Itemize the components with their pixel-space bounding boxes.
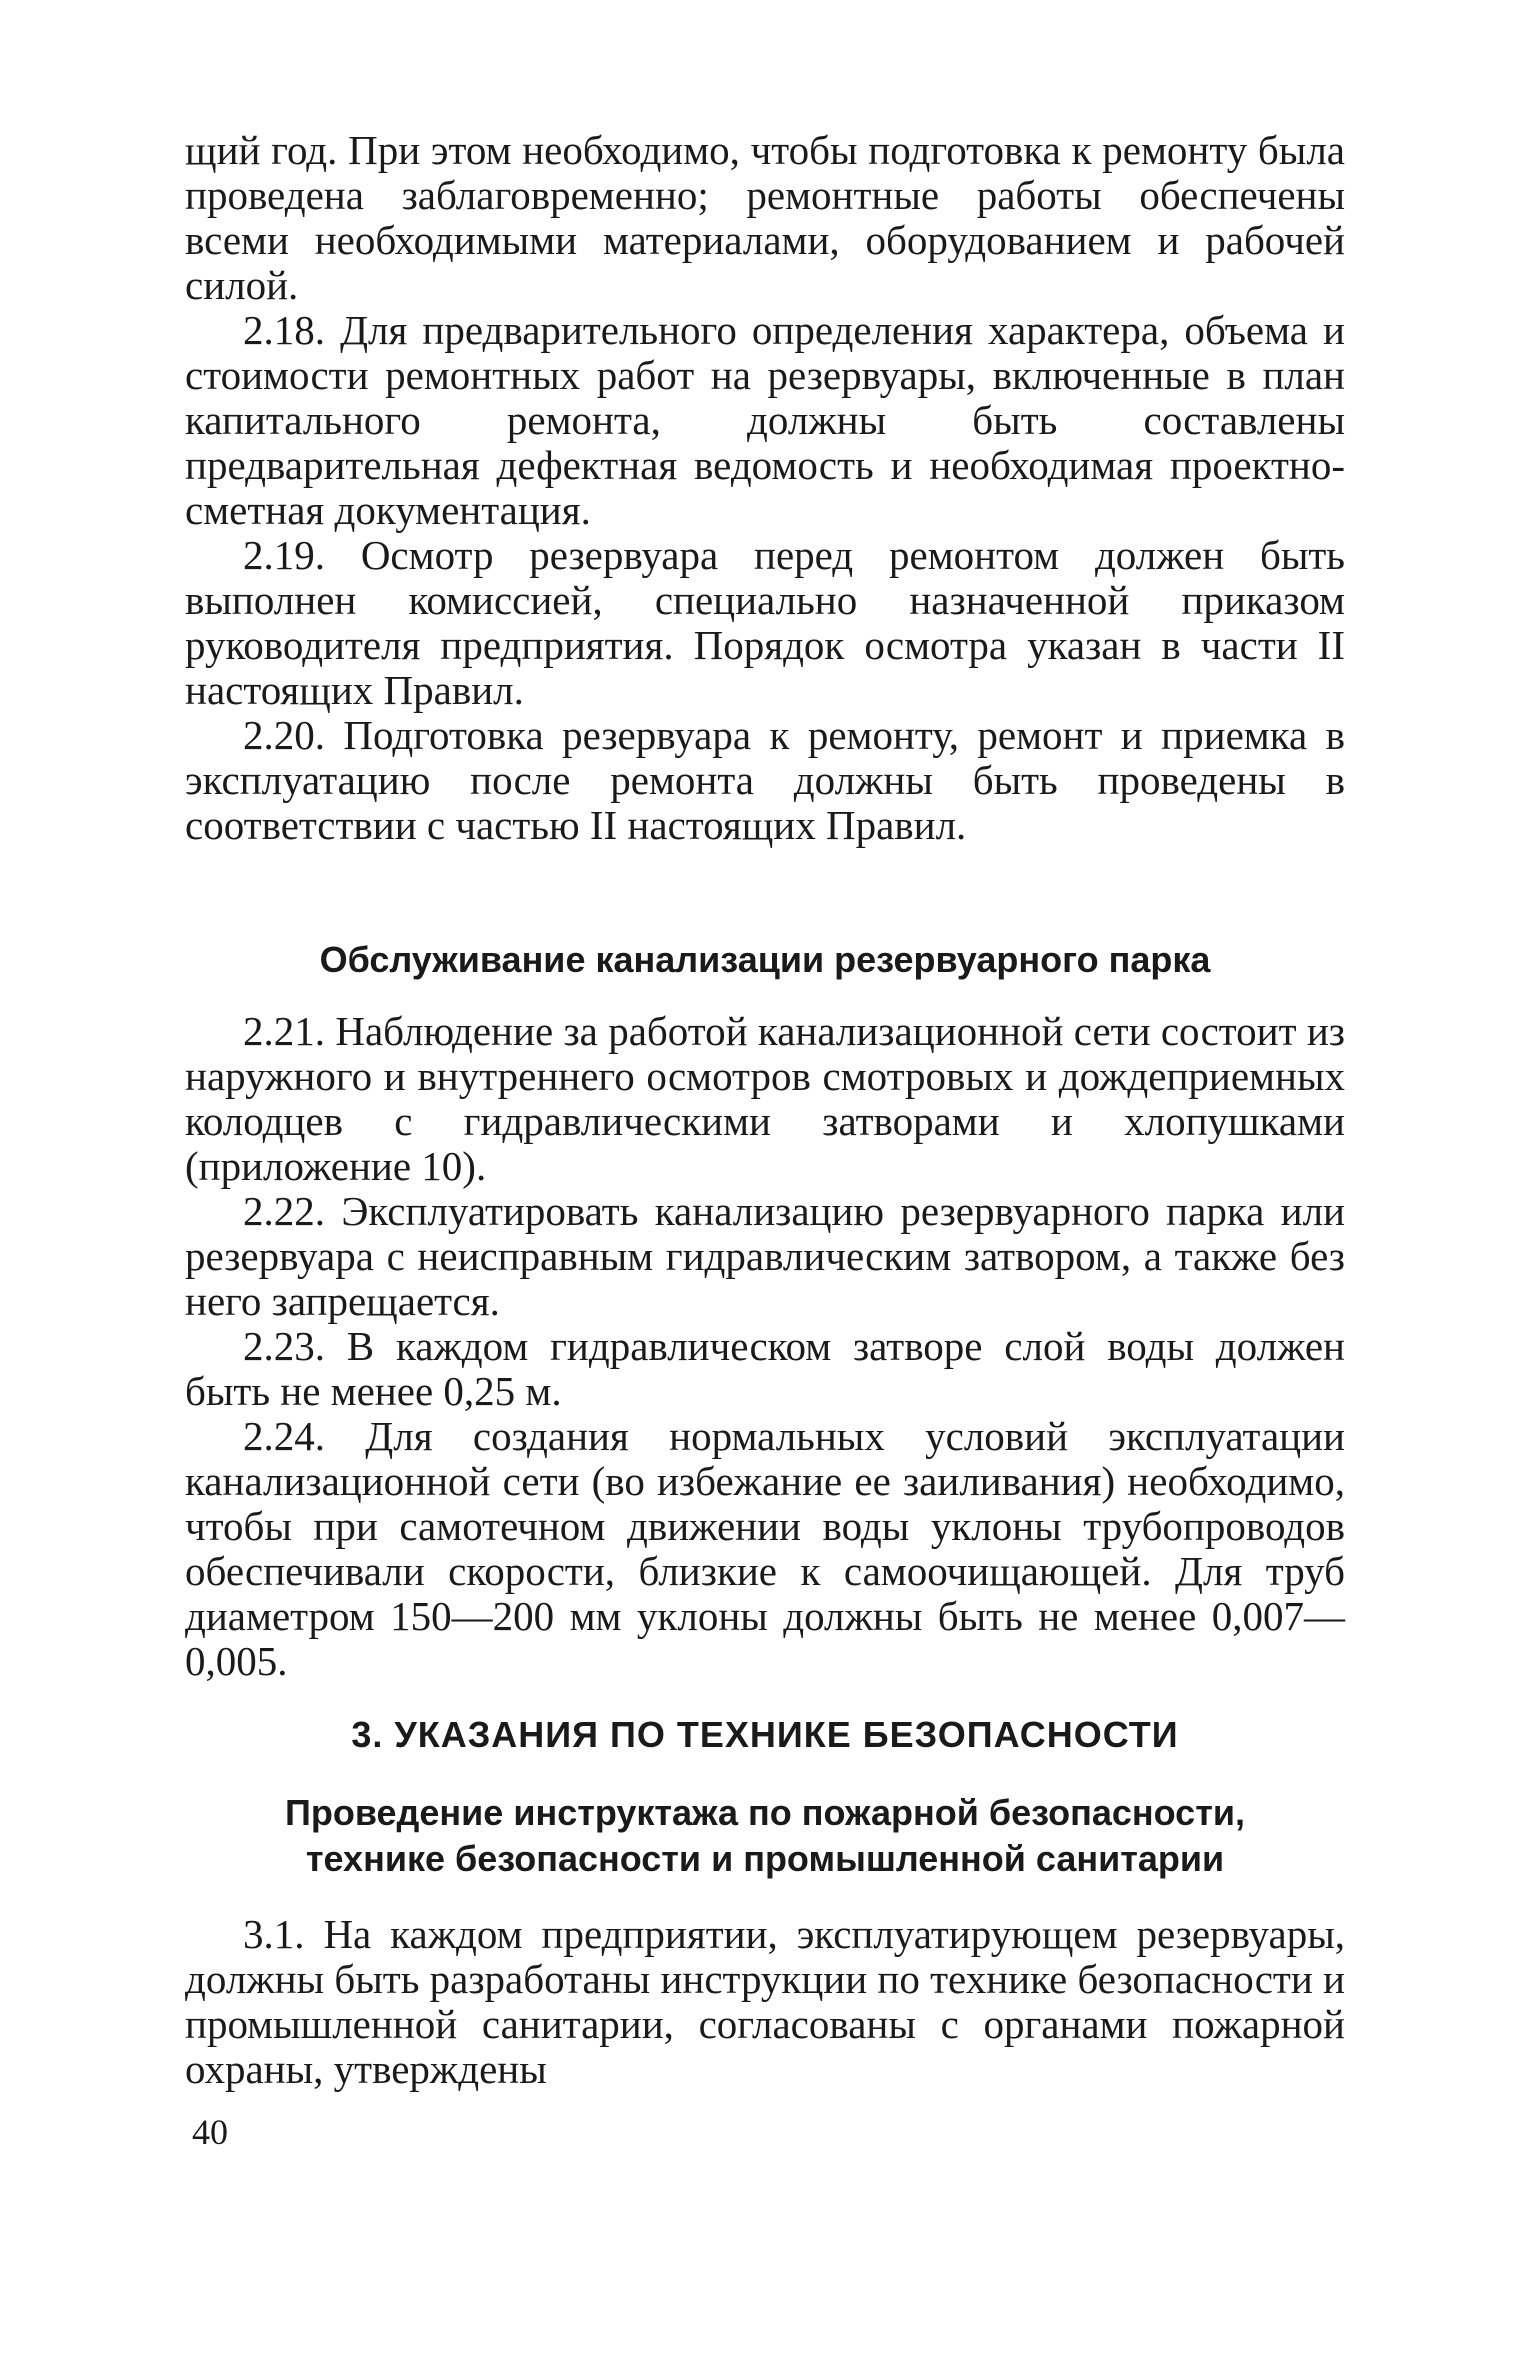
paragraph-2-22: 2.22. Эксплуатировать канализацию резервуарного парка или резервуара с неисправным гидравлическим затвором, а также без него запрещается.: [185, 1188, 1345, 1324]
page-number: 40: [192, 2112, 228, 2152]
paragraph-2-21: 2.21. Наблюдение за работой канализационной сети состоит из наружного и внутреннего осмотров смотровых и дождеприемных колодцев с гидравлическими затворами и хлопушками (приложение 10).: [185, 1008, 1345, 1189]
paragraph-continuation: щий год. При этом необходимо, чтобы подготовка к ремонту была проведена заблаговременно; ремонтные работы обеспечены всеми необходимыми материалами, оборудованием и рабочей силой.: [185, 127, 1345, 308]
heading-sewer-maintenance: Обслуживание канализации резервуарного парка: [319, 939, 1211, 980]
paragraph-2-24: 2.24. Для создания нормальных условий эксплуатации канализационной сети (во избежание ее заиливания) необходимо, чтобы при самотечном движении воды уклоны трубопроводов обеспечивали скорости, близкие к самоочищающей. Для труб диаметром 150—200 мм уклоны должны быть не менее 0,007—0,005.: [185, 1413, 1345, 1684]
paragraph-2-23: 2.23. В каждом гидравлическом затворе слой воды должен быть не менее 0,25 м.: [185, 1323, 1345, 1414]
subheading-line-1: Проведение инструктажа по пожарной безопасности,: [285, 1792, 1245, 1833]
paragraph-2-19: 2.19. Осмотр резервуара перед ремонтом должен быть выполнен комиссией, специально назначенной приказом руководителя предприятия. Порядок осмотра указан в части II настоящих Правил.: [185, 532, 1345, 713]
text-block-repairs: [185, 128, 1345, 848]
paragraph-2-20: 2.20. Подготовка резервуара к ремонту, ремонт и приемка в эксплуатацию после ремонта должны быть проведены в соответствии с частью II настоящих Правил.: [185, 712, 1345, 848]
text-block-safety: [185, 1912, 1345, 2092]
subheading-line-2: технике безопасности и промышленной санитарии: [305, 1838, 1225, 1879]
paragraph-3-1: 3.1. На каждом предприятии, эксплуатирующем резервуары, должны быть разработаны инструкции по технике безопасности и промышленной санитарии, согласованы с органами пожарной охраны, утверждены: [185, 1911, 1345, 2092]
paragraph-2-18: 2.18. Для предварительного определения характера, объема и стоимости ремонтных работ на резервуары, включенные в план капитального ремонта, должны быть составлены предварительная дефектная ведомость и необходимая проектно-сметная документация.: [185, 307, 1345, 533]
text-block-sewer: [185, 1009, 1345, 1684]
section-heading-safety: 3. УКАЗАНИЯ ПО ТЕХНИКЕ БЕЗОПАСНОСТИ: [351, 1714, 1179, 1755]
